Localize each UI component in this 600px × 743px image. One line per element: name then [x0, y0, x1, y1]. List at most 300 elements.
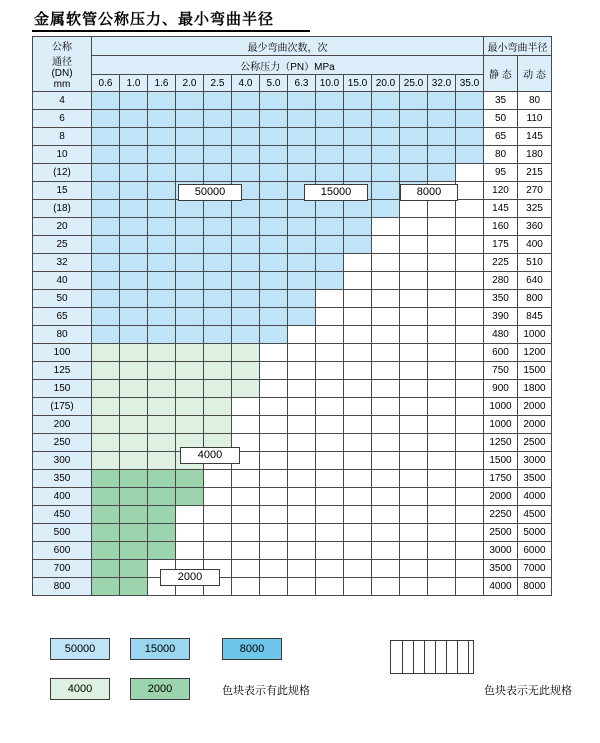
- table-row: [33, 506, 552, 524]
- spec-cell: [260, 380, 288, 398]
- dn-cell: (12): [33, 164, 92, 182]
- spec-cell: [316, 560, 344, 578]
- radius-dynamic-cell: 845: [518, 308, 552, 326]
- spec-cell: [456, 488, 484, 506]
- spec-cell: [92, 434, 120, 452]
- spec-cell: [176, 146, 204, 164]
- table-row: [33, 470, 552, 488]
- spec-cell: [372, 560, 400, 578]
- spec-cell: [176, 200, 204, 218]
- spec-cell: [260, 524, 288, 542]
- radius-dynamic-cell: 2000: [518, 416, 552, 434]
- spec-cell: [372, 542, 400, 560]
- spec-cell: [288, 92, 316, 110]
- dn-cell: 600: [33, 542, 92, 560]
- spec-cell: [288, 344, 316, 362]
- spec-cell: [288, 110, 316, 128]
- table-row: [33, 488, 552, 506]
- spec-cell: [232, 272, 260, 290]
- spec-cell: [344, 578, 372, 596]
- spec-cell: [204, 218, 232, 236]
- radius-static-cell: 1000: [484, 416, 518, 434]
- pressure-header: 公称压力（PN）MPa: [92, 56, 484, 75]
- spec-cell: [316, 380, 344, 398]
- spec-cell: [120, 146, 148, 164]
- spec-cell: [372, 182, 400, 200]
- table-row: [33, 362, 552, 380]
- legend-swatch: 50000: [50, 638, 110, 660]
- spec-cell: [92, 488, 120, 506]
- spec-cell: [92, 380, 120, 398]
- table-row: [33, 146, 552, 164]
- spec-cell: [456, 398, 484, 416]
- spec-cell: [344, 470, 372, 488]
- spec-cell: [120, 128, 148, 146]
- legend-no-spec-text: 色块表示无此规格: [484, 684, 572, 697]
- spec-cell: [344, 218, 372, 236]
- spec-cell: [288, 128, 316, 146]
- radius-static-cell: 2500: [484, 524, 518, 542]
- spec-cell: [260, 452, 288, 470]
- spec-cell: [92, 578, 120, 596]
- dn-cell: 500: [33, 524, 92, 542]
- bend-count-header: 最少弯曲次数，次: [92, 37, 484, 56]
- spec-cell: [92, 272, 120, 290]
- spec-cell: [428, 344, 456, 362]
- spec-cell: [456, 380, 484, 398]
- spec-cell: [316, 92, 344, 110]
- spec-cell: [456, 164, 484, 182]
- table-row: [33, 398, 552, 416]
- spec-cell: [316, 416, 344, 434]
- spec-cell: [148, 488, 176, 506]
- radius-dynamic-cell: 4000: [518, 488, 552, 506]
- spec-cell: [316, 236, 344, 254]
- spec-cell: [92, 290, 120, 308]
- spec-cell: [428, 164, 456, 182]
- dn-cell: 32: [33, 254, 92, 272]
- spec-cell: [344, 92, 372, 110]
- spec-cell: [176, 236, 204, 254]
- spec-cell: [344, 308, 372, 326]
- spec-cell: [204, 380, 232, 398]
- spec-cell: [120, 578, 148, 596]
- spec-cell: [428, 290, 456, 308]
- radius-static-cell: 65: [484, 128, 518, 146]
- radius-dynamic-cell: 360: [518, 218, 552, 236]
- dn-cell: 400: [33, 488, 92, 506]
- pressure-col-header: 20.0: [372, 75, 400, 92]
- legend-swatch: 8000: [222, 638, 282, 660]
- spec-cell: [260, 434, 288, 452]
- spec-cell: [428, 542, 456, 560]
- spec-cell: [372, 416, 400, 434]
- pressure-col-header: 10.0: [316, 75, 344, 92]
- spec-cell: [400, 398, 428, 416]
- dn-cell: 700: [33, 560, 92, 578]
- spec-cell: [456, 218, 484, 236]
- spec-cell: [204, 92, 232, 110]
- spec-cell: [120, 506, 148, 524]
- spec-cell: [428, 146, 456, 164]
- spec-cell: [288, 434, 316, 452]
- spec-cell: [288, 200, 316, 218]
- dn-cell: 100: [33, 344, 92, 362]
- spec-cell: [344, 416, 372, 434]
- spec-cell: [288, 560, 316, 578]
- radius-dynamic-cell: 400: [518, 236, 552, 254]
- spec-cell: [344, 506, 372, 524]
- dn-cell: 150: [33, 380, 92, 398]
- spec-cell: [288, 380, 316, 398]
- spec-cell: [204, 542, 232, 560]
- spec-cell: [232, 470, 260, 488]
- spec-cell: [372, 110, 400, 128]
- spec-cell: [120, 560, 148, 578]
- spec-cell: [344, 164, 372, 182]
- spec-cell: [260, 254, 288, 272]
- dn-cell: 15: [33, 182, 92, 200]
- spec-cell: [288, 416, 316, 434]
- spec-cell: [288, 398, 316, 416]
- spec-cell: [232, 110, 260, 128]
- spec-cell: [428, 218, 456, 236]
- spec-cell: [120, 344, 148, 362]
- spec-cell: [204, 524, 232, 542]
- spec-cell: [344, 200, 372, 218]
- spec-cell: [400, 344, 428, 362]
- spec-cell: [372, 308, 400, 326]
- spec-cell: [232, 560, 260, 578]
- spec-cell: [260, 146, 288, 164]
- spec-cell: [316, 434, 344, 452]
- spec-cell: [372, 236, 400, 254]
- spec-cell: [316, 326, 344, 344]
- spec-cell: [372, 344, 400, 362]
- spec-cell: [232, 398, 260, 416]
- spec-cell: [456, 200, 484, 218]
- table-head: [33, 37, 552, 92]
- spec-cell: [232, 200, 260, 218]
- spec-cell: [148, 434, 176, 452]
- spec-cell: [400, 578, 428, 596]
- spec-cell: [260, 416, 288, 434]
- header-row-3: [33, 75, 552, 92]
- spec-cell: [344, 146, 372, 164]
- spec-cell: [344, 560, 372, 578]
- legend-swatch: 4000: [50, 678, 110, 700]
- radius-static-cell: 80: [484, 146, 518, 164]
- spec-cell: [204, 200, 232, 218]
- spec-cell: [288, 164, 316, 182]
- dn-cell: 40: [33, 272, 92, 290]
- table-row: [33, 164, 552, 182]
- spec-cell: [288, 146, 316, 164]
- spec-cell: [232, 254, 260, 272]
- spec-cell: [92, 164, 120, 182]
- dn-cell: 4: [33, 92, 92, 110]
- spec-cell: [92, 200, 120, 218]
- spec-cell: [456, 524, 484, 542]
- spec-cell: [176, 542, 204, 560]
- spec-cell: [400, 560, 428, 578]
- spec-cell: [148, 110, 176, 128]
- table-row: [33, 308, 552, 326]
- spec-cell: [400, 272, 428, 290]
- spec-cell: [260, 506, 288, 524]
- spec-cell: [456, 128, 484, 146]
- spec-cell: [176, 128, 204, 146]
- spec-cell: [148, 416, 176, 434]
- spec-cell: [176, 272, 204, 290]
- pressure-col-header: 5.0: [260, 75, 288, 92]
- spec-cell: [428, 452, 456, 470]
- dn-header-line-3: (DN): [51, 68, 73, 79]
- radius-dynamic-cell: 1000: [518, 326, 552, 344]
- radius-static-cell: 4000: [484, 578, 518, 596]
- spec-cell: [176, 470, 204, 488]
- table-row: [33, 416, 552, 434]
- spec-cell: [260, 560, 288, 578]
- radius-dynamic-cell: 510: [518, 254, 552, 272]
- radius-static-cell: 1750: [484, 470, 518, 488]
- pressure-col-header: 35.0: [456, 75, 484, 92]
- legend-swatch: 15000: [130, 638, 190, 660]
- spec-cell: [456, 236, 484, 254]
- spec-cell: [400, 164, 428, 182]
- spec-cell: [344, 290, 372, 308]
- spec-cell: [288, 524, 316, 542]
- spec-cell: [120, 452, 148, 470]
- spec-cell: [344, 524, 372, 542]
- spec-cell: [176, 254, 204, 272]
- radius-static-cell: 2000: [484, 488, 518, 506]
- radius-dynamic-cell: 640: [518, 272, 552, 290]
- spec-cell: [456, 470, 484, 488]
- spec-cell: [176, 488, 204, 506]
- spec-cell: [428, 488, 456, 506]
- spec-cell: [428, 92, 456, 110]
- spec-cell: [120, 416, 148, 434]
- spec-cell: [344, 254, 372, 272]
- spec-cell: [456, 344, 484, 362]
- spec-cell: [316, 308, 344, 326]
- spec-cell: [92, 470, 120, 488]
- spec-cell: [148, 452, 176, 470]
- spec-cell: [176, 164, 204, 182]
- spec-cell: [120, 326, 148, 344]
- spec-cell: [372, 434, 400, 452]
- spec-cell: [176, 380, 204, 398]
- spec-cell: [232, 578, 260, 596]
- spec-cell: [428, 578, 456, 596]
- spec-cell: [92, 146, 120, 164]
- spec-cell: [400, 380, 428, 398]
- spec-cell: [260, 218, 288, 236]
- radius-dynamic-cell: 6000: [518, 542, 552, 560]
- spec-cell: [288, 542, 316, 560]
- table-body: [33, 92, 552, 596]
- spec-cell: [316, 146, 344, 164]
- spec-cell: [344, 110, 372, 128]
- spec-cell: [120, 182, 148, 200]
- table-row: [33, 272, 552, 290]
- spec-cell: [204, 128, 232, 146]
- spec-cell: [456, 452, 484, 470]
- radius-static-cell: 160: [484, 218, 518, 236]
- spec-cell: [232, 164, 260, 182]
- spec-cell: [316, 470, 344, 488]
- spec-cell: [428, 254, 456, 272]
- dn-cell: 8: [33, 128, 92, 146]
- spec-cell: [232, 146, 260, 164]
- spec-cell: [204, 146, 232, 164]
- spec-table: [32, 36, 552, 596]
- spec-cell: [260, 308, 288, 326]
- spec-cell: [204, 470, 232, 488]
- spec-cell: [148, 524, 176, 542]
- spec-cell: [316, 506, 344, 524]
- spec-cell: [232, 416, 260, 434]
- spec-cell: [428, 200, 456, 218]
- spec-cell: [372, 218, 400, 236]
- spec-cell: [400, 218, 428, 236]
- spec-cell: [176, 92, 204, 110]
- spec-cell: [288, 326, 316, 344]
- radius-static-cell: 1250: [484, 434, 518, 452]
- spec-cell: [232, 236, 260, 254]
- spec-cell: [344, 362, 372, 380]
- spec-cell: [120, 164, 148, 182]
- spec-cell: [120, 272, 148, 290]
- pressure-col-header: 2.0: [176, 75, 204, 92]
- dn-cell: 125: [33, 362, 92, 380]
- spec-cell: [400, 92, 428, 110]
- radius-dynamic-cell: 3000: [518, 452, 552, 470]
- spec-cell: [204, 254, 232, 272]
- spec-cell: [148, 542, 176, 560]
- spec-cell: [316, 542, 344, 560]
- spec-cell: [372, 524, 400, 542]
- spec-cell: [176, 344, 204, 362]
- radius-dynamic-cell: 7000: [518, 560, 552, 578]
- table-row: [33, 218, 552, 236]
- spec-cell: [372, 452, 400, 470]
- table-row: [33, 110, 552, 128]
- dn-cell: 250: [33, 434, 92, 452]
- spec-cell: [120, 488, 148, 506]
- radius-static-cell: 225: [484, 254, 518, 272]
- spec-cell: [232, 92, 260, 110]
- legend-has-spec-text: 色块表示有此规格: [222, 684, 310, 697]
- spec-cell: [316, 452, 344, 470]
- spec-cell: [120, 218, 148, 236]
- table-row: [33, 380, 552, 398]
- header-row-2: [33, 56, 552, 75]
- spec-cell: [372, 200, 400, 218]
- spec-cell: [372, 506, 400, 524]
- pressure-col-header: 1.6: [148, 75, 176, 92]
- spec-cell: [176, 290, 204, 308]
- pressure-col-header: 1.0: [120, 75, 148, 92]
- radius-static-cell: 280: [484, 272, 518, 290]
- radius-static-cell: 35: [484, 92, 518, 110]
- spec-cell: [260, 344, 288, 362]
- dn-cell: 50: [33, 290, 92, 308]
- spec-cell: [316, 488, 344, 506]
- dn-cell: 10: [33, 146, 92, 164]
- spec-cell: [344, 236, 372, 254]
- spec-cell: [428, 128, 456, 146]
- spec-cell: [120, 110, 148, 128]
- spec-cell: [120, 92, 148, 110]
- spec-cell: [428, 560, 456, 578]
- spec-cell: [372, 272, 400, 290]
- radius-dynamic-cell: 110: [518, 110, 552, 128]
- radius-dynamic-cell: 180: [518, 146, 552, 164]
- spec-cell: [176, 326, 204, 344]
- spec-cell: [400, 128, 428, 146]
- spec-cell: [148, 200, 176, 218]
- spec-cell: [204, 488, 232, 506]
- radius-static-cell: 1000: [484, 398, 518, 416]
- radius-dynamic-cell: 3500: [518, 470, 552, 488]
- spec-cell: [232, 380, 260, 398]
- radius-dynamic-cell: 215: [518, 164, 552, 182]
- spec-cell: [92, 362, 120, 380]
- spec-cell: [344, 128, 372, 146]
- spec-cell: [176, 398, 204, 416]
- spec-cell: [344, 434, 372, 452]
- table-row: [33, 326, 552, 344]
- spec-cell: [260, 578, 288, 596]
- spec-cell: [372, 380, 400, 398]
- radius-static-cell: 95: [484, 164, 518, 182]
- radius-dynamic-cell: 270: [518, 182, 552, 200]
- spec-cell: [316, 128, 344, 146]
- spec-cell: [316, 362, 344, 380]
- radius-dynamic-cell: 5000: [518, 524, 552, 542]
- spec-cell: [260, 92, 288, 110]
- spec-cell: [176, 362, 204, 380]
- spec-cell: [120, 380, 148, 398]
- spec-cell: [428, 416, 456, 434]
- spec-cell: [232, 326, 260, 344]
- radius-static-cell: 175: [484, 236, 518, 254]
- spec-cell: [232, 542, 260, 560]
- spec-cell: [428, 362, 456, 380]
- spec-cell: [372, 398, 400, 416]
- spec-cell: [372, 326, 400, 344]
- spec-cell: [92, 344, 120, 362]
- spec-cell: [344, 542, 372, 560]
- pressure-col-header: 2.5: [204, 75, 232, 92]
- spec-cell: [260, 164, 288, 182]
- dn-cell: 200: [33, 416, 92, 434]
- radius-dynamic-cell: 1200: [518, 344, 552, 362]
- spec-cell: [148, 362, 176, 380]
- radius-static-cell: 750: [484, 362, 518, 380]
- spec-cell: [176, 308, 204, 326]
- spec-cell: [204, 398, 232, 416]
- spec-cell: [120, 398, 148, 416]
- spec-cell: [316, 290, 344, 308]
- spec-cell: [456, 308, 484, 326]
- spec-cell: [428, 434, 456, 452]
- spec-cell: [148, 272, 176, 290]
- dn-cell: 450: [33, 506, 92, 524]
- pressure-col-header: 0.6: [92, 75, 120, 92]
